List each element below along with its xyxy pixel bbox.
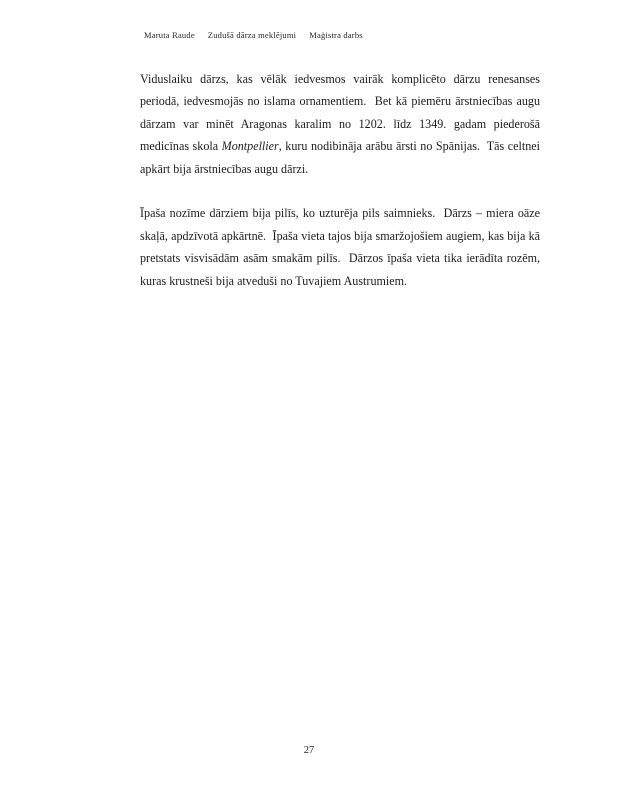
paragraph-medieval-garden	[140, 68, 544, 180]
running-header	[144, 30, 363, 40]
header-doc-type: Maģistra darbs	[309, 30, 363, 40]
italic-term-montpellier: Montpellier	[221, 139, 279, 154]
page-number: 27	[303, 745, 315, 756]
body-text	[140, 68, 544, 292]
paragraph-castle-gardens: Īpaša nozīme dārziem bija pilīs, ko uzturēja pils saimnieks. Dārzs – miera oāze skaļā, apdzīvotā apkārtnē. Īpaša vieta tajos bija smaržojošiem augiem, kas bija kā pretstats visvisādām asām smakām pilīs. Dārzos īpaša vieta tika ierādīta rozēm, kuras krustneši bija atveduši no Tuvajiem Austrumiem.	[140, 206, 544, 288]
paragraph-text-after-italic: , kuru nodibināja arābu ārsti no Spānijas. Tās celtnei apkārt bija ārstniecības augu dārzi.	[140, 139, 544, 176]
header-author: Maruta Raude	[144, 30, 195, 40]
header-title: Zudušā dārza meklējumi	[207, 30, 297, 40]
paragraph-text-before-italic: Viduslaiku dārzs, kas vēlāk iedvesmos vairāk komplicēto dārzu renesanses periodā, iedvesmojās no islama ornamentiem. Bet kā piemēru ārstniecības augu dārzam var minēt Aragonas karalim no 1202. līdz 1349. gadam piederošā medicīnas skola	[140, 72, 544, 154]
